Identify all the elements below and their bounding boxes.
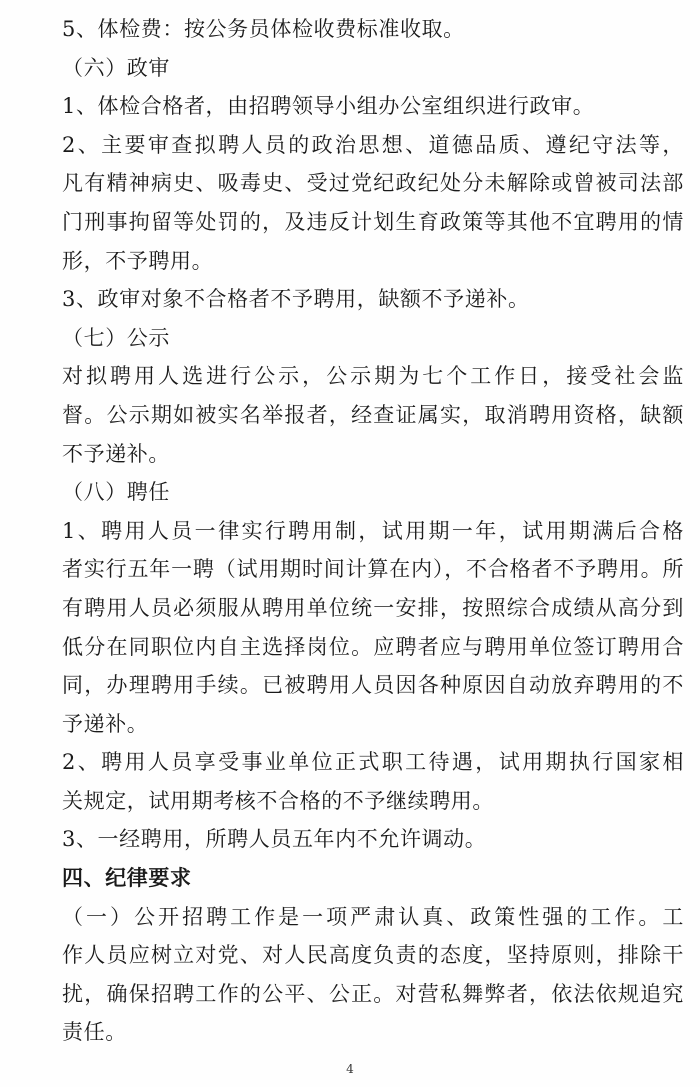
text-line: 不予递补。 bbox=[62, 441, 170, 466]
section-subheading: （六）政审 bbox=[62, 55, 170, 80]
text-line: 扰，确保招聘工作的公平、公正。对营私舞弊者，依法依规追究 bbox=[62, 981, 684, 1006]
text-line: 同，办理聘用手续。已被聘用人员因各种原因自动放弃聘用的不 bbox=[62, 673, 684, 698]
section-subheading: （七）公示 bbox=[62, 325, 170, 350]
section-heading: 四、纪律要求 bbox=[62, 866, 192, 891]
text-line: 关规定，试用期考核不合格的不予继续聘用。 bbox=[62, 788, 494, 813]
text-line: 者实行五年一聘（试用期时间计算在内），不合格者不予聘用。所 bbox=[62, 557, 684, 582]
text-line: 5、体检费：按公务员体检收费标准收取。 bbox=[62, 17, 465, 41]
text-line: 1、聘用人员一律实行聘用制，试用期一年，试用期满后合格 bbox=[62, 518, 684, 543]
text-line: 作人员应树立对党、对人民高度负责的态度，坚持原则，排除干 bbox=[62, 943, 684, 968]
document-body bbox=[62, 10, 684, 1052]
text-line: 2、主要审查拟聘人员的政治思想、道德品质、遵纪守法等， bbox=[62, 132, 684, 157]
text-line: 1、体检合格者，由招聘领导小组办公室组织进行政审。 bbox=[62, 94, 595, 119]
text-line: 对拟聘用人选进行公示，公示期为七个工作日，接受社会监 bbox=[62, 364, 684, 389]
text-line: 有聘用人员必须服从聘用单位统一安排，按照综合成绩从高分到 bbox=[62, 595, 684, 620]
page-number: 4 bbox=[346, 1062, 354, 1076]
text-line: 形，不予聘用。 bbox=[62, 248, 214, 273]
section-subheading: （八）聘任 bbox=[62, 480, 170, 505]
text-line: 予递补。 bbox=[62, 711, 149, 736]
text-line: 门刑事拘留等处罚的，及违反计划生育政策等其他不宜聘用的情 bbox=[62, 209, 684, 234]
text-line: （一）公开招聘工作是一项严肃认真、政策性强的工作。工 bbox=[62, 904, 684, 929]
text-line: 凡有精神病史、吸毒史、受过党纪政纪处分未解除或曾被司法部 bbox=[62, 171, 684, 196]
text-line: 责任。 bbox=[62, 1020, 127, 1045]
text-line: 2、聘用人员享受事业单位正式职工待遇，试用期执行国家相 bbox=[62, 750, 684, 775]
text-line: 3、一经聘用，所聘人员五年内不允许调动。 bbox=[62, 827, 487, 852]
text-line: 3、政审对象不合格者不予聘用，缺额不予递补。 bbox=[62, 287, 530, 312]
text-line: 低分在同职位内自主选择岗位。应聘者应与聘用单位签订聘用合 bbox=[62, 634, 684, 659]
text-line: 督。公示期如被实名举报者，经查证属实，取消聘用资格，缺额 bbox=[62, 402, 684, 427]
